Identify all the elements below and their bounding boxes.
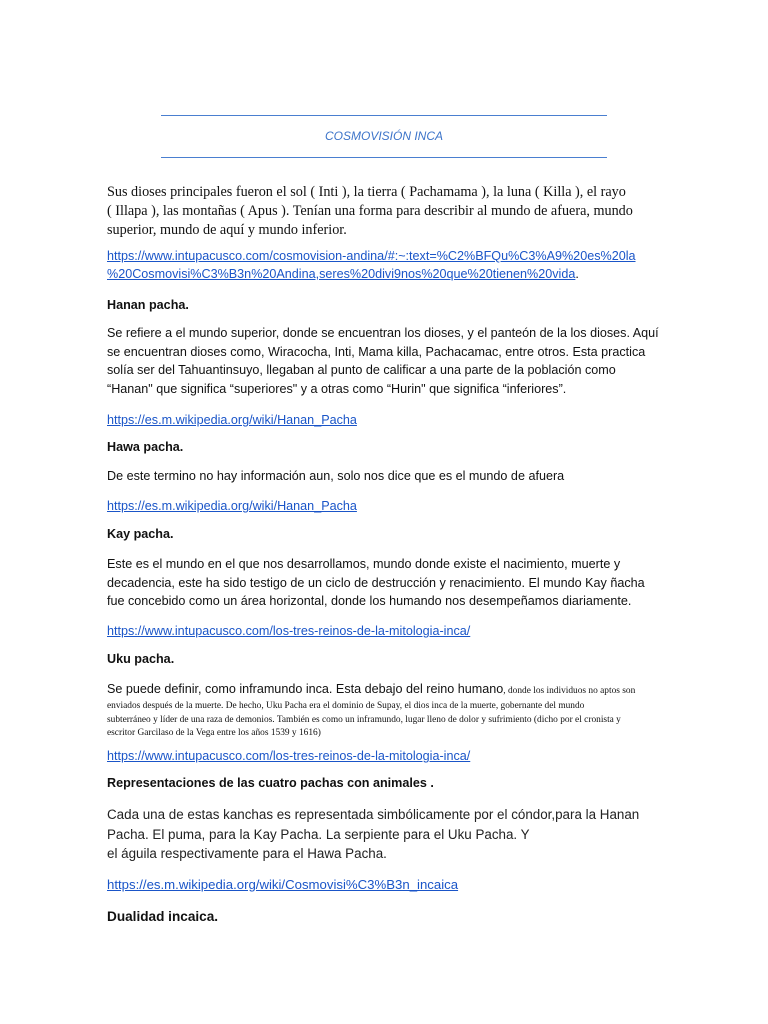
- title-rule-top: [161, 115, 607, 116]
- link-line[interactable]: %20Cosmovisi%C3%B3n%20Andina,seres%20divi9nos%20que%20tienen%20vida: [107, 267, 576, 281]
- hawa-pacha-link[interactable]: [107, 497, 663, 515]
- link-period: .: [575, 267, 579, 281]
- paragraph-text: Se puede definir, como inframundo inca. Esta debajo del reino humano: [107, 682, 504, 696]
- hawa-pacha-heading: Hawa pacha.: [107, 440, 184, 454]
- hanan-pacha-link[interactable]: [107, 411, 663, 429]
- intro-line: Sus dioses principales fueron el sol ( Inti ), la tierra ( Pachamama ), la luna ( Killa ), el rayo: [107, 184, 626, 200]
- uku-pacha-paragraph: [107, 680, 663, 741]
- paragraph-small-line: enviados después de la muerte. De hecho, Uku Pacha era el dominio de Supay, el dios inca de la muerte, gobernante del mundo: [107, 701, 585, 711]
- paragraph-line: fue concebido como un área horizontal, donde los humando nos desempeñamos diariamente.: [107, 594, 632, 608]
- hanan-pacha-paragraph: [107, 324, 663, 398]
- paragraph-line: “Hanan" que significa “superiores" y a otras como “Hurin" que significa “inferiores”.: [107, 381, 567, 396]
- paragraph-line: decadencia, este ha sido testigo de un ciclo de destrucción y renacimiento. El mundo Kay ñacha: [107, 575, 645, 590]
- dualidad-incaica-heading: Dualidad incaica.: [107, 909, 219, 924]
- paragraph-small-line: subterráneo y líder de una raza de demonios. También es como un inframundo, lugar lleno de dolor y sufrimiento (dicho por el cronista y: [107, 714, 621, 725]
- paragraph-line: Pacha. El puma, para la Kay Pacha. La serpiente para el Uku Pacha. Y: [107, 826, 530, 842]
- paragraph-line: Este es el mundo en el que nos desarrollamos, mundo donde existe el nacimiento, muerte y: [107, 557, 621, 571]
- paragraph-line: De este termino no hay información aun, solo nos dice que es el mundo de afuera: [107, 469, 565, 483]
- title-rule-bottom: [161, 157, 607, 158]
- intro-line: ( Illapa ), las montañas ( Apus ). Tenían una forma para describir al mundo de afuera, mundo: [107, 203, 633, 219]
- paragraph-line: se encuentran dioses como, Wiracocha, Inti, Mama killa, Pachacamac, entre otros. Esta practica: [107, 344, 646, 359]
- link-line[interactable]: https://es.m.wikipedia.org/wiki/Hanan_Pacha: [107, 499, 357, 513]
- uku-pacha-link[interactable]: [107, 747, 663, 765]
- link-line[interactable]: https://www.intupacusco.com/cosmovision-andina/#:~:text=%C2%BFQu%C3%A9%20es%20la: [107, 249, 636, 263]
- kay-pacha-link[interactable]: [107, 622, 663, 640]
- representaciones-heading: Representaciones de las cuatro pachas con animales .: [107, 776, 434, 790]
- representaciones-paragraph: [107, 805, 663, 864]
- cosmovision-incaica-link[interactable]: https://es.m.wikipedia.org/wiki/Cosmovisi%C3%B3n_incaica: [107, 877, 459, 892]
- kay-pacha-heading: Kay pacha.: [107, 527, 174, 541]
- paragraph-line: Cada una de estas kanchas es representada simbólicamente por el cóndor,para la Hanan: [107, 807, 640, 822]
- intro-line: superior, mundo de aquí y mundo inferior.: [107, 222, 347, 238]
- cosmovision-andina-link[interactable]: [107, 247, 663, 283]
- link-line[interactable]: https://www.intupacusco.com/los-tres-reinos-de-la-mitologia-inca/: [107, 749, 471, 763]
- paragraph-small-line: escritor Garcilaso de la Vega entre los años 1539 y 1616): [107, 728, 321, 738]
- paragraph-line: el águila respectivamente para el Hawa Pacha.: [107, 846, 387, 861]
- paragraph-line: solía ser del Tahuantinsuyo, llegaban al punto de calificar a una parte de la población como: [107, 363, 616, 377]
- link-line[interactable]: https://es.m.wikipedia.org/wiki/Hanan_Pacha: [107, 413, 357, 427]
- hawa-pacha-paragraph: [107, 467, 663, 486]
- intro-paragraph: [107, 183, 663, 240]
- kay-pacha-paragraph: [107, 555, 663, 611]
- hanan-pacha-heading: Hanan pacha.: [107, 298, 189, 312]
- paragraph-small-text: , donde los individuos no aptos son: [503, 686, 636, 696]
- link-line[interactable]: https://www.intupacusco.com/los-tres-reinos-de-la-mitologia-inca/: [107, 624, 471, 638]
- paragraph-line: Se refiere a el mundo superior, donde se encuentran los dioses, y el panteón de la los dioses. Aquí: [107, 326, 659, 340]
- document-title: COSMOVISIÓN INCA: [324, 129, 443, 143]
- uku-pacha-heading: Uku pacha.: [107, 652, 175, 666]
